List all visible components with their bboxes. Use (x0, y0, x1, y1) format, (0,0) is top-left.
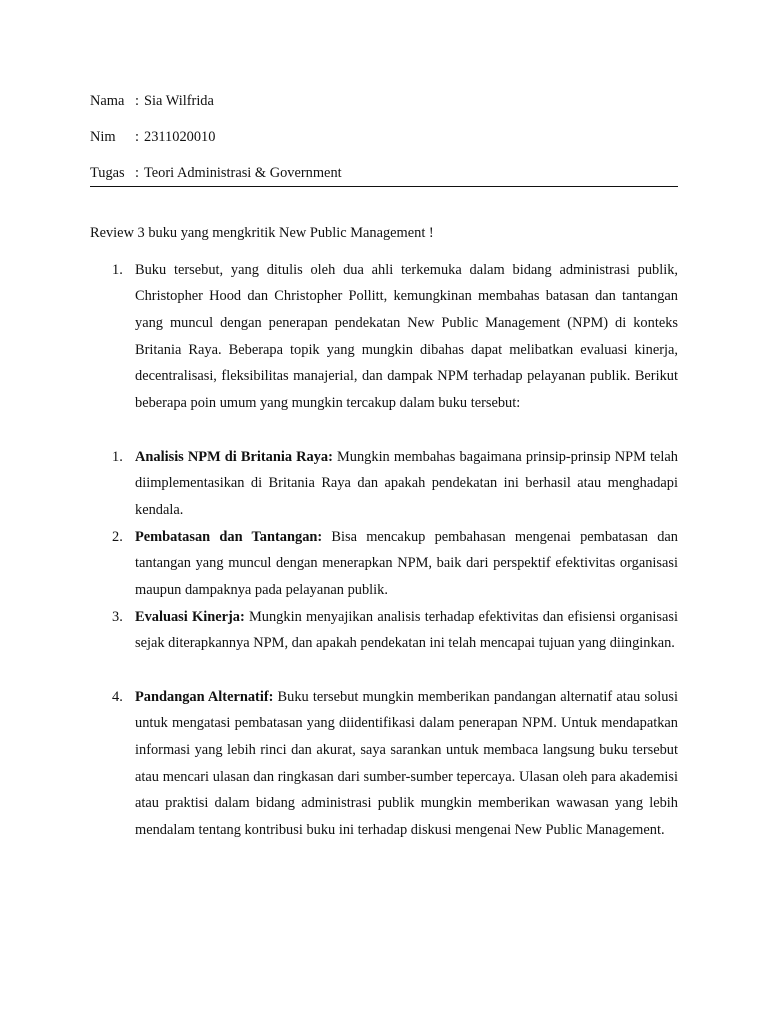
point-item-2 (90, 527, 678, 604)
point-item-4 (90, 687, 678, 844)
point-text: Mungkin menyajikan analisis terhadap efektivitas dan efisiensi organisasi sejak diterapkannya NPM, dan apakah pendekatan ini telah mencapai tujuan yang diinginkan. (135, 608, 678, 652)
intro-line: Review 3 buku yang mengkritik New Public Management ! (90, 225, 434, 241)
point-title: Pandangan Alternatif: (135, 688, 274, 705)
task-value: Teori Administrasi & Government (144, 165, 342, 181)
main-list-item (90, 260, 678, 417)
name-row (90, 91, 678, 111)
main-item-number: 1. (112, 262, 123, 278)
task-row (90, 163, 678, 183)
task-label: Tugas (90, 165, 125, 181)
point-item-3 (90, 607, 678, 657)
point-number: 3. (112, 609, 123, 625)
nim-row (90, 127, 678, 147)
point-number: 4. (112, 689, 123, 705)
point-paragraph (135, 604, 678, 657)
point-number: 1. (112, 449, 123, 465)
nim-value: 2311020010 (144, 129, 216, 145)
name-label: Nama (90, 93, 125, 109)
point-paragraph (135, 444, 678, 524)
point-text: Bisa mencakup pembahasan mengenai pembatasan dan tantangan yang muncul dengan menerapkan NPM, baik dari perspektif efektivitas organisasi maupun dampaknya pada pelayanan publik. (135, 528, 678, 598)
point-text: Mungkin membahas bagaimana prinsip-prinsip NPM telah diimplementasikan di Britania Raya dan apakah pendekatan ini berhasil atau menghadapi kendala. (135, 448, 679, 518)
point-paragraph (135, 684, 678, 844)
point-number: 2. (112, 529, 123, 545)
point-text: Buku tersebut mungkin memberikan pandangan alternatif atau solusi untuk mengatasi pembatasan yang diidentifikasi dalam penerapan NPM. Untuk mendapatkan informasi yang lebih rinci dan akurat, saya sarankan untuk membaca langsung buku tersebut atau mencari ulasan dan ringkasan dari sumber-sumber tepercaya. Ulasan oleh para akademisi atau praktisi dalam bidang administrasi publik mungkin memberikan wawasan yang lebih mendalam tentang kontribusi buku ini terhadap diskusi mengenai New Public Management. (135, 688, 678, 839)
nim-separator: : (135, 129, 139, 145)
nim-label: Nim (90, 129, 116, 145)
header-divider (90, 186, 678, 187)
point-title: Pembatasan dan Tantangan: (135, 528, 323, 545)
point-paragraph (135, 524, 678, 604)
name-separator: : (135, 93, 139, 109)
student-info-header (90, 91, 678, 183)
name-value: Sia Wilfrida (144, 93, 214, 109)
main-item-text: Buku tersebut, yang ditulis oleh dua ahli terkemuka dalam bidang administrasi publik, Christopher Hood dan Christopher Pollitt, kemungkinan membahas batasan dan tantangan yang muncul dengan penerapan pendekatan New Public Management (NPM) di konteks Britania Raya. Beberapa topik yang mungkin dibahas dapat melibatkan evaluasi kinerja, decentralisasi, fleksibilitas manajerial, dan dampak NPM terhadap pelayanan publik. Berikut beberapa poin umum yang mungkin tercakup dalam buku tersebut: (135, 261, 678, 412)
point-title: Evaluasi Kinerja: (135, 608, 245, 625)
point-title: Analisis NPM di Britania Raya: (135, 448, 333, 465)
task-separator: : (135, 165, 139, 181)
point-item-1 (90, 447, 678, 524)
